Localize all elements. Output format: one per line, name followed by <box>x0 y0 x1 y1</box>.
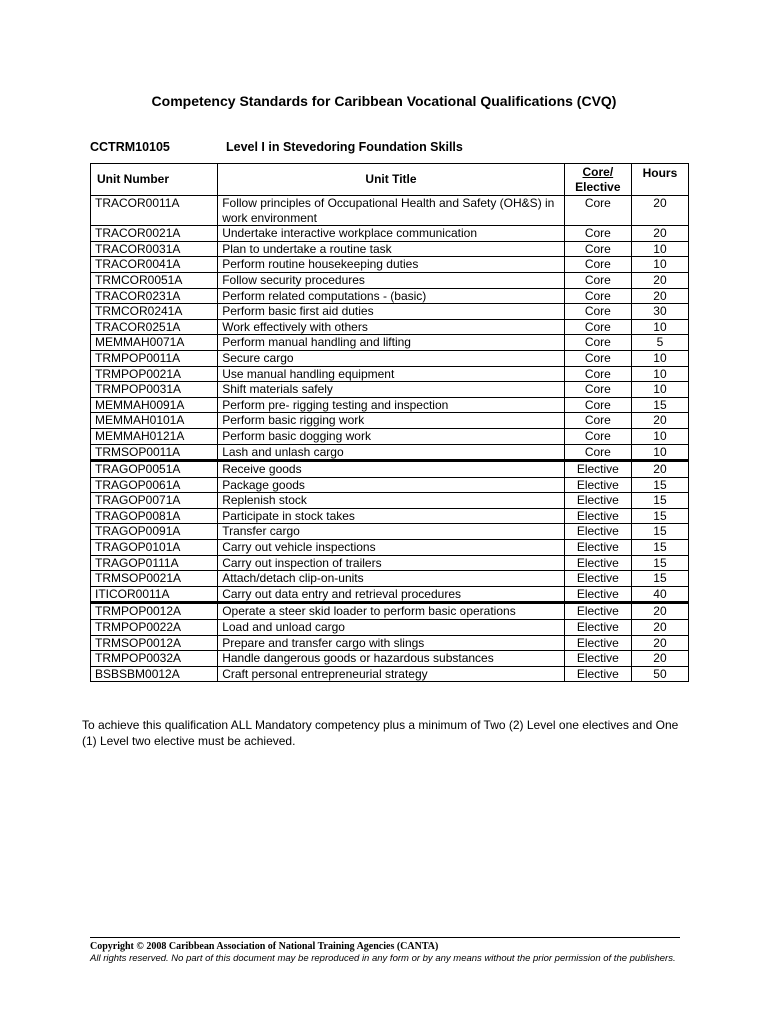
unit-title-cell: Secure cargo <box>218 350 565 366</box>
unit-number-cell: BSBSBM0012A <box>91 666 218 682</box>
unit-title-cell: Replenish stock <box>218 493 565 509</box>
unit-number-cell: TRACOR0251A <box>91 319 218 335</box>
core-elective-cell: Core <box>564 335 631 351</box>
hours-cell: 15 <box>631 571 688 587</box>
hours-cell: 15 <box>631 508 688 524</box>
table-body <box>91 196 689 682</box>
hours-cell: 15 <box>631 555 688 571</box>
unit-number-cell: MEMMAH0071A <box>91 335 218 351</box>
hours-cell: 20 <box>631 603 688 620</box>
units-table <box>90 163 689 682</box>
core-elective-cell: Core <box>564 257 631 273</box>
core-elective-cell: Core <box>564 397 631 413</box>
unit-title-cell: Perform basic rigging work <box>218 413 565 429</box>
table-row <box>91 226 689 242</box>
unit-number-cell: TRMPOP0031A <box>91 382 218 398</box>
unit-number-cell: TRAGOP0051A <box>91 461 218 478</box>
table-row <box>91 508 689 524</box>
unit-title-cell: Package goods <box>218 477 565 493</box>
unit-title-cell: Operate a steer skid loader to perform basic operations <box>218 603 565 620</box>
hours-cell: 10 <box>631 366 688 382</box>
table-row <box>91 461 689 478</box>
column-header-core-elective <box>564 164 631 196</box>
hours-cell: 10 <box>631 444 688 461</box>
table-row <box>91 477 689 493</box>
table-row <box>91 335 689 351</box>
hours-cell: 10 <box>631 241 688 257</box>
core-elective-cell: Elective <box>564 461 631 478</box>
unit-number-cell: MEMMAH0101A <box>91 413 218 429</box>
table-row <box>91 493 689 509</box>
elective-label: Elective <box>575 179 621 194</box>
table-row <box>91 603 689 620</box>
qualification-note: To achieve this qualification ALL Mandatory competency plus a minimum of Two (2) Level one electives and One (1) Level two elective must be achieved. <box>82 718 679 748</box>
unit-number-cell: TRMSOP0012A <box>91 635 218 651</box>
unit-title-cell: Transfer cargo <box>218 524 565 540</box>
qualification-level: Level I in Stevedoring Foundation Skills <box>226 140 463 154</box>
hours-cell: 20 <box>631 288 688 304</box>
unit-title-cell: Shift materials safely <box>218 382 565 398</box>
unit-number-cell: TRACOR0021A <box>91 226 218 242</box>
unit-title-cell: Follow security procedures <box>218 272 565 288</box>
unit-number-cell: TRAGOP0101A <box>91 540 218 556</box>
footer-divider <box>90 937 680 938</box>
hours-cell: 10 <box>631 382 688 398</box>
hours-cell: 20 <box>631 635 688 651</box>
table-row <box>91 571 689 587</box>
table-row <box>91 620 689 636</box>
table-row <box>91 397 689 413</box>
copyright-text: Copyright © 2008 Caribbean Association of National Training Agencies (CANTA) <box>90 941 439 952</box>
hours-cell: 15 <box>631 524 688 540</box>
unit-title-cell: Plan to undertake a routine task <box>218 241 565 257</box>
table-row <box>91 635 689 651</box>
hours-cell: 20 <box>631 620 688 636</box>
table-row <box>91 288 689 304</box>
unit-number-cell: TRMPOP0011A <box>91 350 218 366</box>
table-row <box>91 241 689 257</box>
core-elective-cell: Elective <box>564 508 631 524</box>
unit-number-cell: TRMCOR0241A <box>91 304 218 320</box>
unit-number-cell: TRACOR0231A <box>91 288 218 304</box>
core-elective-cell: Core <box>564 350 631 366</box>
core-elective-cell: Elective <box>564 477 631 493</box>
unit-title-cell: Perform basic first aid duties <box>218 304 565 320</box>
core-elective-cell: Core <box>564 304 631 320</box>
core-elective-cell: Core <box>564 288 631 304</box>
unit-title-cell: Participate in stock takes <box>218 508 565 524</box>
unit-title-cell: Perform related computations - (basic) <box>218 288 565 304</box>
unit-number-cell: TRAGOP0061A <box>91 477 218 493</box>
hours-cell: 40 <box>631 586 688 603</box>
table-row <box>91 524 689 540</box>
unit-title-cell: Use manual handling equipment <box>218 366 565 382</box>
table-row <box>91 382 689 398</box>
core-elective-cell: Elective <box>564 586 631 603</box>
hours-cell: 15 <box>631 397 688 413</box>
core-elective-cell: Elective <box>564 603 631 620</box>
core-elective-cell: Core <box>564 272 631 288</box>
core-elective-cell: Elective <box>564 493 631 509</box>
unit-title-cell: Carry out data entry and retrieval procedures <box>218 586 565 603</box>
rights-text: All rights reserved. No part of this document may be reproduced in any form or by any means without the prior permission of the publishers. <box>90 953 676 964</box>
column-header-unit-title: Unit Title <box>218 164 565 196</box>
table-row <box>91 257 689 273</box>
document-title: Competency Standards for Caribbean Vocational Qualifications (CVQ) <box>151 93 617 109</box>
hours-cell: 15 <box>631 493 688 509</box>
core-elective-cell: Elective <box>564 555 631 571</box>
unit-number-cell: MEMMAH0121A <box>91 428 218 444</box>
unit-title-cell: Carry out inspection of trailers <box>218 555 565 571</box>
table-row <box>91 304 689 320</box>
qualification-code: CCTRM10105 <box>90 140 170 154</box>
hours-cell: 10 <box>631 319 688 335</box>
unit-title-cell: Perform basic dogging work <box>218 428 565 444</box>
core-elective-cell: Core <box>564 196 631 226</box>
core-elective-cell: Core <box>564 413 631 429</box>
unit-title-cell: Perform routine housekeeping duties <box>218 257 565 273</box>
unit-title-cell: Perform manual handling and lifting <box>218 335 565 351</box>
unit-title-cell: Receive goods <box>218 461 565 478</box>
unit-number-cell: TRACOR0011A <box>91 196 218 226</box>
table-row <box>91 666 689 682</box>
table-row <box>91 651 689 667</box>
hours-cell: 20 <box>631 461 688 478</box>
core-elective-cell: Core <box>564 382 631 398</box>
hours-cell: 30 <box>631 304 688 320</box>
unit-number-cell: TRACOR0041A <box>91 257 218 273</box>
table-row <box>91 540 689 556</box>
unit-title-cell: Craft personal entrepreneurial strategy <box>218 666 565 682</box>
core-elective-cell: Elective <box>564 571 631 587</box>
core-elective-cell: Core <box>564 366 631 382</box>
table-row <box>91 413 689 429</box>
hours-cell: 10 <box>631 257 688 273</box>
hours-cell: 10 <box>631 350 688 366</box>
core-elective-cell: Elective <box>564 635 631 651</box>
table-row <box>91 555 689 571</box>
unit-title-cell: Prepare and transfer cargo with slings <box>218 635 565 651</box>
unit-title-cell: Carry out vehicle inspections <box>218 540 565 556</box>
unit-number-cell: TRMPOP0012A <box>91 603 218 620</box>
hours-cell: 20 <box>631 226 688 242</box>
unit-title-cell: Perform pre- rigging testing and inspection <box>218 397 565 413</box>
unit-number-cell: ITICOR0011A <box>91 586 218 603</box>
hours-cell: 20 <box>631 196 688 226</box>
unit-title-cell: Load and unload cargo <box>218 620 565 636</box>
table-row <box>91 272 689 288</box>
unit-number-cell: TRAGOP0111A <box>91 555 218 571</box>
table-row <box>91 586 689 603</box>
core-elective-cell: Core <box>564 319 631 335</box>
core-elective-cell: Core <box>564 444 631 461</box>
unit-title-cell: Work effectively with others <box>218 319 565 335</box>
hours-cell: 10 <box>631 428 688 444</box>
table-row <box>91 428 689 444</box>
hours-cell: 20 <box>631 413 688 429</box>
unit-number-cell: TRAGOP0071A <box>91 493 218 509</box>
hours-cell: 15 <box>631 540 688 556</box>
core-elective-cell: Elective <box>564 540 631 556</box>
column-header-unit-number: Unit Number <box>91 164 218 196</box>
core-elective-cell: Core <box>564 428 631 444</box>
unit-title-cell: Handle dangerous goods or hazardous substances <box>218 651 565 667</box>
hours-cell: 50 <box>631 666 688 682</box>
unit-title-cell: Follow principles of Occupational Health and Safety (OH&S) in work environment <box>218 196 565 226</box>
hours-cell: 5 <box>631 335 688 351</box>
hours-cell: 20 <box>631 272 688 288</box>
core-label: Core/ <box>582 164 614 179</box>
core-elective-cell: Elective <box>564 524 631 540</box>
table-row <box>91 350 689 366</box>
unit-title-cell: Attach/detach clip-on-units <box>218 571 565 587</box>
unit-number-cell: TRMSOP0011A <box>91 444 218 461</box>
column-header-hours: Hours <box>631 164 688 196</box>
unit-number-cell: TRMCOR0051A <box>91 272 218 288</box>
unit-title-cell: Lash and unlash cargo <box>218 444 565 461</box>
core-elective-cell: Core <box>564 226 631 242</box>
unit-number-cell: TRMPOP0022A <box>91 620 218 636</box>
hours-cell: 15 <box>631 477 688 493</box>
core-elective-cell: Elective <box>564 651 631 667</box>
table-row <box>91 319 689 335</box>
core-elective-cell: Elective <box>564 620 631 636</box>
unit-number-cell: TRACOR0031A <box>91 241 218 257</box>
table-row <box>91 366 689 382</box>
table-row <box>91 196 689 226</box>
unit-number-cell: TRAGOP0081A <box>91 508 218 524</box>
table-header-row <box>91 164 689 196</box>
table-row <box>91 444 689 461</box>
hours-cell: 20 <box>631 651 688 667</box>
unit-number-cell: TRMPOP0032A <box>91 651 218 667</box>
unit-number-cell: MEMMAH0091A <box>91 397 218 413</box>
unit-title-cell: Undertake interactive workplace communication <box>218 226 565 242</box>
core-elective-cell: Elective <box>564 666 631 682</box>
unit-number-cell: TRMPOP0021A <box>91 366 218 382</box>
core-elective-cell: Core <box>564 241 631 257</box>
unit-number-cell: TRMSOP0021A <box>91 571 218 587</box>
unit-number-cell: TRAGOP0091A <box>91 524 218 540</box>
